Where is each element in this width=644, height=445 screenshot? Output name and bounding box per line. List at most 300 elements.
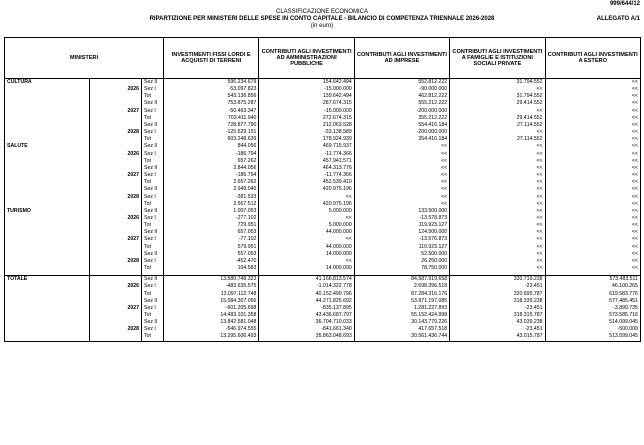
value-cell: 555.212.222 [354, 100, 449, 107]
value-cell: << [259, 215, 354, 222]
section-cell: Sez II [142, 186, 164, 193]
table-row [5, 298, 641, 305]
table-row [5, 244, 641, 251]
value-cell: 5.000.000 [259, 222, 354, 229]
year-cell [90, 312, 142, 319]
section-cell: Sez I [142, 194, 164, 201]
value-cell: 557.053 [164, 251, 259, 258]
value-cell: << [545, 265, 640, 272]
value-cell: 13.097.112.748 [164, 291, 259, 298]
year-cell: 2028 [90, 258, 142, 265]
year-cell: 2026 [90, 215, 142, 222]
title-main: RIPARTIZIONE PER MINISTERI DELLE SPESE IN CONTO CAPITALE - BILANCIO DI COMPETENZA TRIENNALE 2026-2028 [149, 16, 495, 22]
value-cell: << [545, 179, 640, 186]
year-cell [90, 276, 142, 284]
section-cell: Sez II [142, 319, 164, 326]
value-cell: -50.463.347 [164, 108, 259, 115]
value-cell: 14.000.000 [259, 251, 354, 258]
value-cell: << [545, 151, 640, 158]
value-cell: << [545, 93, 640, 100]
value-cell: 703.411.940 [164, 115, 259, 122]
value-cell: << [545, 201, 640, 208]
value-cell: 5.000.000 [259, 208, 354, 215]
ministry-cell [5, 283, 90, 290]
section-cell: Sez I [142, 305, 164, 312]
value-cell: << [450, 179, 545, 186]
ministry-cell [5, 305, 90, 312]
year-cell: 2027 [90, 236, 142, 243]
value-cell: << [450, 201, 545, 208]
value-cell: -125.629.151 [164, 129, 259, 136]
value-cell: << [545, 129, 640, 136]
ministry-cell [5, 165, 90, 172]
value-cell: << [450, 265, 545, 272]
value-cell: 728.877.790 [164, 122, 259, 129]
value-cell: 573.585.716 [545, 312, 640, 319]
value-cell: 212.063.528 [259, 122, 354, 129]
value-cell: -13.578.873 [354, 215, 449, 222]
title-units: (in euro) [310, 23, 334, 29]
ministry-cell: TOTALE [5, 276, 90, 284]
value-cell: << [450, 244, 545, 251]
year-cell: 2028 [90, 129, 142, 136]
value-cell: -33.138.589 [259, 129, 354, 136]
year-cell [90, 158, 142, 165]
value-cell: 577.485.451 [545, 298, 640, 305]
value-cell: << [545, 244, 640, 251]
year-cell [90, 179, 142, 186]
value-cell: 14.483.101.358 [164, 312, 259, 319]
year-cell [90, 136, 142, 143]
value-cell: 287.674.315 [259, 100, 354, 107]
table-row [5, 108, 641, 115]
value-cell: 29.414.552 [450, 115, 545, 122]
section-cell: Sez II [142, 100, 164, 107]
value-cell: << [545, 208, 640, 215]
value-cell: 552.812.222 [354, 79, 449, 87]
value-cell: 844.056 [164, 143, 259, 150]
value-cell: 119.923.127 [354, 222, 449, 229]
value-cell: << [450, 86, 545, 93]
year-cell: 2028 [90, 326, 142, 333]
value-cell: -15.000.000 [259, 86, 354, 93]
year-cell [90, 229, 142, 236]
value-cell: << [354, 186, 449, 193]
value-cell: 355.212.222 [354, 115, 449, 122]
value-cell: -835.137.895 [259, 305, 354, 312]
value-cell: 462.812.222 [354, 93, 449, 100]
section-cell: Sez I [142, 108, 164, 115]
section-cell: Sez I [142, 151, 164, 158]
ministry-cell [5, 291, 90, 298]
ministry-cell [5, 136, 90, 143]
value-cell: -53.097.823 [164, 86, 259, 93]
value-cell: << [545, 236, 640, 243]
ministry-cell [5, 312, 90, 319]
section-cell: Sez I [142, 283, 164, 290]
section-cell: Tot [142, 136, 164, 143]
value-cell: << [450, 229, 545, 236]
ministry-cell [5, 244, 90, 251]
table-row [5, 79, 641, 87]
section-cell: Tot [142, 222, 164, 229]
value-cell: << [450, 236, 545, 243]
value-cell: 729.951 [164, 222, 259, 229]
value-cell: 36.704.710.033 [259, 319, 354, 326]
value-cell: << [450, 108, 545, 115]
table-row [5, 258, 641, 265]
value-cell: 417.657.518 [354, 326, 449, 333]
value-cell: -186.794 [164, 151, 259, 158]
table-row [5, 122, 641, 129]
value-cell: -15.000.000 [259, 108, 354, 115]
value-cell: << [545, 100, 640, 107]
header-investimenti-fissi: INVESTIMENTI FISSI LORDI E ACQUISTI DI TERRENI [164, 38, 259, 79]
table-row [5, 86, 641, 93]
year-cell [90, 165, 142, 172]
value-cell: 272.674.315 [259, 115, 354, 122]
ministry-cell [5, 319, 90, 326]
year-cell: 2028 [90, 194, 142, 201]
ministry-cell [5, 151, 90, 158]
value-cell: -3.899.735 [545, 305, 640, 312]
value-cell: 154.642.494 [259, 79, 354, 87]
year-cell [90, 222, 142, 229]
table-row [5, 215, 641, 222]
table-row [5, 229, 641, 236]
value-cell: 43.436.687.797 [259, 312, 354, 319]
ministry-cell [5, 172, 90, 179]
value-cell: << [354, 165, 449, 172]
table-row [5, 93, 641, 100]
value-cell: -452.470 [164, 258, 259, 265]
value-cell: << [545, 251, 640, 258]
table-row [5, 251, 641, 258]
value-cell: << [450, 143, 545, 150]
value-cell: 596.234.679 [164, 79, 259, 87]
value-cell: -601.205.698 [164, 305, 259, 312]
spending-table [4, 37, 641, 342]
value-cell: -200.000.000 [354, 108, 449, 115]
value-cell: 44.271.825.692 [259, 298, 354, 305]
value-cell: 53.871.197.085 [354, 298, 449, 305]
section-cell: Sez II [142, 229, 164, 236]
value-cell: -13.576.873 [354, 236, 449, 243]
section-cell: Tot [142, 312, 164, 319]
section-cell: Sez I [142, 236, 164, 243]
value-cell: 29.414.552 [450, 100, 545, 107]
table-row [5, 312, 641, 319]
value-cell: << [450, 258, 545, 265]
value-cell: 15.084.307.056 [164, 298, 259, 305]
header-contributi-estero: CONTRIBUTI AGLI INVESTIMENTI A ESTERO [545, 38, 640, 79]
value-cell: -23.451 [450, 326, 545, 333]
year-cell [90, 143, 142, 150]
value-cell: << [545, 86, 640, 93]
value-cell: 464.313.776 [259, 165, 354, 172]
section-cell: Tot [142, 244, 164, 251]
year-cell: 2027 [90, 108, 142, 115]
value-cell: 657.053 [164, 229, 259, 236]
value-cell: << [259, 236, 354, 243]
value-cell: 30.143.779.226 [354, 319, 449, 326]
year-cell [90, 319, 142, 326]
value-cell: 44.000.000 [259, 244, 354, 251]
value-cell: -90.000.000 [354, 86, 449, 93]
value-cell: 2.567.512 [164, 201, 259, 208]
table-row [5, 333, 641, 341]
value-cell: -200.000.000 [354, 129, 449, 136]
value-cell: 13.580.748.323 [164, 276, 259, 284]
ministry-cell [5, 186, 90, 193]
table-row [5, 291, 641, 298]
document-titles [0, 9, 644, 30]
section-cell: Tot [142, 93, 164, 100]
ministry-cell [5, 100, 90, 107]
ministry-cell [5, 194, 90, 201]
value-cell: 420.975.196 [259, 201, 354, 208]
ministry-cell [5, 179, 90, 186]
year-cell [90, 265, 142, 272]
value-cell: << [545, 165, 640, 172]
year-cell [90, 186, 142, 193]
value-cell: 30.561.436.744 [354, 333, 449, 341]
value-cell: << [545, 136, 640, 143]
value-cell: -11.774.366 [259, 151, 354, 158]
year-cell [90, 298, 142, 305]
value-cell: << [259, 194, 354, 201]
value-cell: 44.000.000 [259, 229, 354, 236]
ministry-cell [5, 129, 90, 136]
value-cell: 2.949.045 [164, 186, 259, 193]
table-row [5, 208, 641, 215]
section-cell: Sez I [142, 326, 164, 333]
ministry-cell [5, 326, 90, 333]
value-cell: 84.587.919.658 [354, 276, 449, 284]
table-row [5, 201, 641, 208]
value-cell: << [354, 143, 449, 150]
year-cell [90, 251, 142, 258]
ministry-cell [5, 222, 90, 229]
table-row [5, 222, 641, 229]
section-cell: Sez II [142, 143, 164, 150]
value-cell: -11.774.366 [259, 172, 354, 179]
value-cell: 554.416.184 [354, 122, 449, 129]
value-cell: -1.014.322.778 [259, 283, 354, 290]
value-cell: 124.500.000 [354, 229, 449, 236]
section-cell: Sez II [142, 165, 164, 172]
value-cell: 14.000.000 [259, 265, 354, 272]
ministry-cell [5, 333, 90, 341]
value-cell: -23.451 [450, 305, 545, 312]
value-cell: 52.500.000 [354, 251, 449, 258]
value-cell: << [450, 151, 545, 158]
ministry-cell [5, 108, 90, 115]
value-cell: 469.715.937 [259, 143, 354, 150]
table-row [5, 115, 641, 122]
year-cell [90, 122, 142, 129]
section-cell: Tot [142, 179, 164, 186]
value-cell: << [259, 258, 354, 265]
section-cell: Tot [142, 333, 164, 341]
ministry-cell [5, 236, 90, 243]
table-row [5, 305, 641, 312]
year-cell [90, 100, 142, 107]
ministry-cell [5, 86, 90, 93]
value-cell: << [354, 172, 449, 179]
value-cell: << [354, 179, 449, 186]
table-row [5, 129, 641, 136]
ministry-cell [5, 251, 90, 258]
value-cell: << [450, 129, 545, 136]
ministry-cell [5, 298, 90, 305]
value-cell: 78.750.000 [354, 265, 449, 272]
allegato-label: ALLEGATO A/1 [596, 16, 640, 22]
value-cell: 543.136.856 [164, 93, 259, 100]
value-cell: 2.698.396.518 [354, 283, 449, 290]
ministry-cell: TURISMO [5, 208, 90, 215]
year-cell: 2027 [90, 305, 142, 312]
table-header-row [5, 38, 641, 79]
section-cell: Sez I [142, 258, 164, 265]
year-cell [90, 201, 142, 208]
year-cell [90, 93, 142, 100]
value-cell: << [450, 165, 545, 172]
header-contributi-famiglie: CONTRIBUTI AGLI INVESTIMENTI A FAMIGLIE E ISTITUZIONI SOCIALI PRIVATE [450, 38, 545, 79]
section-cell: Tot [142, 158, 164, 165]
section-cell: Tot [142, 265, 164, 272]
ministry-cell [5, 258, 90, 265]
year-cell [90, 208, 142, 215]
ministry-cell [5, 158, 90, 165]
value-cell: << [450, 251, 545, 258]
value-cell: 139.642.494 [259, 93, 354, 100]
table-row [5, 186, 641, 193]
table-row [5, 100, 641, 107]
value-cell: << [354, 158, 449, 165]
value-cell: << [545, 115, 640, 122]
value-cell: 320.719.238 [450, 276, 545, 284]
value-cell: 110.923.127 [354, 244, 449, 251]
ministry-cell: CULTURA [5, 79, 90, 87]
year-cell [90, 291, 142, 298]
year-cell [90, 115, 142, 122]
value-cell: 603.248.639 [164, 136, 259, 143]
value-cell: << [545, 108, 640, 115]
table-row [5, 172, 641, 179]
value-cell: 46.100.265 [545, 283, 640, 290]
ministry-cell [5, 115, 90, 122]
value-cell: 13.842.581.048 [164, 319, 259, 326]
value-cell: << [354, 151, 449, 158]
value-cell: 26.250.000 [354, 258, 449, 265]
ministry-cell [5, 265, 90, 272]
value-cell: 87.284.316.176 [354, 291, 449, 298]
value-cell: 31.794.552 [450, 79, 545, 87]
table-row [5, 158, 641, 165]
section-cell: Sez I [142, 215, 164, 222]
value-cell: << [545, 172, 640, 179]
table-row [5, 136, 641, 143]
value-cell: << [545, 258, 640, 265]
value-cell: 2.844.056 [164, 165, 259, 172]
section-cell: Sez II [142, 251, 164, 258]
value-cell: 41.166.813.574 [259, 276, 354, 284]
value-cell: << [545, 194, 640, 201]
value-cell: 178.924.939 [259, 136, 354, 143]
ministry-cell [5, 93, 90, 100]
value-cell: << [545, 158, 640, 165]
table-row [5, 319, 641, 326]
value-cell: 27.114.552 [450, 136, 545, 143]
value-cell: 43.015.787 [450, 333, 545, 341]
table-row [5, 179, 641, 186]
value-cell: 513.599.045 [545, 333, 640, 341]
value-cell: << [450, 208, 545, 215]
value-cell: -277.102 [164, 215, 259, 222]
value-cell: << [450, 158, 545, 165]
value-cell: << [545, 222, 640, 229]
ministry-cell: SALUTE [5, 143, 90, 150]
table-row [5, 326, 641, 333]
year-cell [90, 79, 142, 87]
table-row [5, 236, 641, 243]
value-cell: 619.583.776 [545, 291, 640, 298]
value-cell: 55.152.424.998 [354, 312, 449, 319]
value-cell: 1.281.227.893 [354, 305, 449, 312]
value-cell: 27.114.552 [450, 122, 545, 129]
value-cell: 2.657.262 [164, 179, 259, 186]
value-cell: 457.941.571 [259, 158, 354, 165]
value-cell: -186.794 [164, 172, 259, 179]
section-cell: Sez II [142, 122, 164, 129]
value-cell: 318.315.787 [450, 312, 545, 319]
table-row [5, 194, 641, 201]
table-row [5, 143, 641, 150]
value-cell: 657.262 [164, 158, 259, 165]
document-reference: 999/644/12 [609, 1, 640, 7]
value-cell: << [545, 215, 640, 222]
year-cell: 2026 [90, 151, 142, 158]
value-cell: -500.000 [545, 326, 640, 333]
table-row [5, 276, 641, 284]
table-row [5, 265, 641, 272]
ministry-cell [5, 201, 90, 208]
value-cell: << [450, 222, 545, 229]
value-cell: -77.102 [164, 236, 259, 243]
value-cell: -546.974.555 [164, 326, 259, 333]
ministry-cell [5, 229, 90, 236]
value-cell: << [450, 194, 545, 201]
value-cell: << [545, 186, 640, 193]
value-cell: -23.451 [450, 283, 545, 290]
value-cell: 573.483.511 [545, 276, 640, 284]
section-cell: Tot [142, 115, 164, 122]
section-cell: Sez II [142, 298, 164, 305]
table-row [5, 151, 641, 158]
header-contributi-imprese: CONTRIBUTI AGLI INVESTIMENTI AD IMPRESE [354, 38, 449, 79]
value-cell: 40.152.490.796 [259, 291, 354, 298]
year-cell [90, 244, 142, 251]
value-cell: -483.635.575 [164, 283, 259, 290]
section-cell: Tot [142, 291, 164, 298]
value-cell: 43.039.238 [450, 319, 545, 326]
value-cell: 579.951 [164, 244, 259, 251]
value-cell: << [545, 122, 640, 129]
value-cell: << [450, 172, 545, 179]
ministry-cell [5, 122, 90, 129]
section-cell: Sez I [142, 129, 164, 136]
